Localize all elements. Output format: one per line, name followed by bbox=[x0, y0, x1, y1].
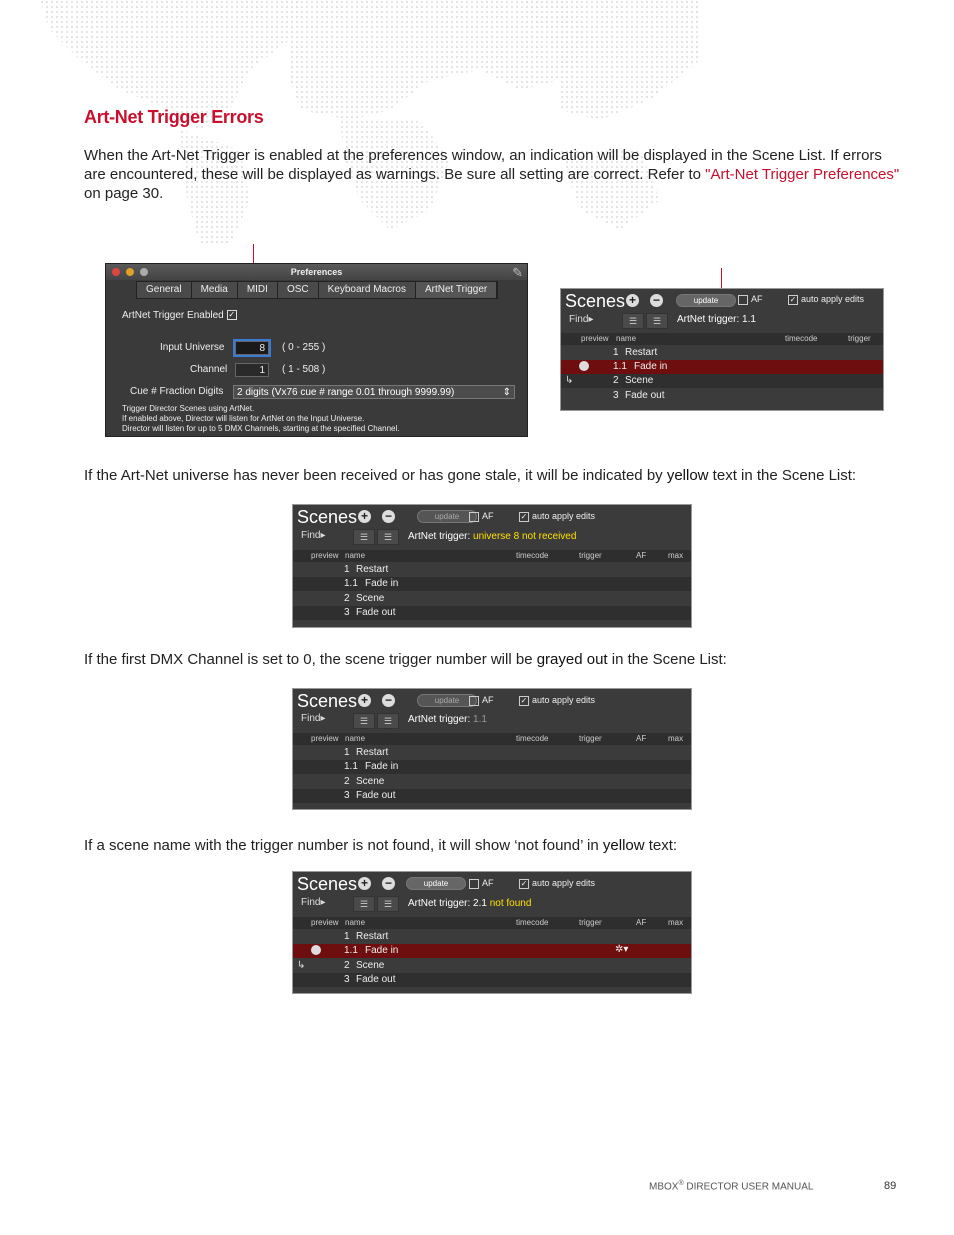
paragraph-not-found bbox=[84, 836, 904, 855]
filter-button-2[interactable]: ☰ bbox=[377, 713, 399, 729]
scene-number: 3 bbox=[344, 974, 350, 985]
col-max: max bbox=[668, 551, 684, 560]
auto-apply-check-icon: ✓ bbox=[520, 695, 528, 705]
col-preview: preview bbox=[311, 734, 339, 743]
scene-name: Scene bbox=[625, 375, 654, 386]
col-name: name bbox=[345, 734, 366, 743]
scene-number: 3 bbox=[344, 607, 350, 618]
scenes-title: Scenes bbox=[297, 874, 358, 894]
tab-osc[interactable]: OSC bbox=[278, 282, 319, 298]
cue-fraction-label: Cue # Fraction Digits bbox=[130, 386, 224, 397]
tab-artnet-trigger[interactable]: ArtNet Trigger bbox=[416, 282, 497, 298]
find-button[interactable]: Find▸ bbox=[301, 713, 326, 724]
section-heading: Art-Net Trigger Errors bbox=[84, 107, 264, 127]
para2-emphasis: yellow bbox=[666, 467, 709, 484]
scene-name: Restart bbox=[625, 347, 658, 358]
col-trigger: trigger bbox=[579, 918, 602, 927]
scene-row[interactable] bbox=[293, 930, 691, 944]
scene-name: Fade in bbox=[634, 361, 668, 372]
scene-number: 2 bbox=[344, 960, 350, 971]
scene-list-header bbox=[293, 917, 691, 929]
filter-button[interactable]: ☰ bbox=[353, 713, 375, 729]
update-button[interactable]: update bbox=[676, 294, 736, 307]
paragraph-stale-universe bbox=[84, 466, 904, 485]
intro-paragraph bbox=[84, 146, 904, 203]
scene-row[interactable] bbox=[293, 606, 691, 620]
universe-range: ( 0 - 255 ) bbox=[282, 342, 326, 353]
scene-number: 1 bbox=[613, 347, 619, 358]
scene-row[interactable] bbox=[561, 346, 883, 360]
scenes-panel-not-received bbox=[292, 504, 692, 628]
paragraph-grayed-out bbox=[84, 650, 904, 669]
find-button[interactable]: Find▸ bbox=[301, 897, 326, 908]
auto-apply-checkbox[interactable] bbox=[519, 511, 595, 522]
para3-text: If the first DMX Channel is set to 0, the scene trigger number will be bbox=[84, 651, 537, 668]
para2-tail: text in the Scene List: bbox=[708, 467, 857, 484]
col-trigger: trigger bbox=[848, 334, 871, 343]
go-icon[interactable] bbox=[311, 945, 321, 955]
scene-number: 2 bbox=[344, 776, 350, 787]
input-universe-field[interactable]: 8 bbox=[235, 341, 269, 355]
window-title: Preferences bbox=[290, 267, 343, 277]
scene-name: Fade in bbox=[365, 761, 399, 772]
artnet-enabled-row bbox=[122, 310, 237, 321]
auto-apply-check-icon: ✓ bbox=[520, 511, 528, 521]
scene-number: 3 bbox=[613, 390, 619, 401]
scene-number: 1 bbox=[344, 564, 350, 575]
page-number: 89 bbox=[884, 1180, 897, 1192]
input-universe-label: Input Universe bbox=[160, 342, 225, 353]
scene-number: 2 bbox=[344, 593, 350, 604]
scene-row[interactable] bbox=[561, 374, 883, 388]
add-scene-button[interactable]: + bbox=[358, 694, 371, 707]
scene-list-header bbox=[293, 550, 691, 562]
col-timecode: timecode bbox=[785, 334, 818, 343]
filter-button-2[interactable]: ☰ bbox=[377, 529, 399, 545]
scene-row-selected[interactable] bbox=[561, 360, 883, 374]
scene-row-selected[interactable] bbox=[293, 944, 691, 958]
scene-name: Fade out bbox=[625, 390, 665, 401]
scene-row[interactable] bbox=[293, 775, 691, 789]
scene-name: Fade out bbox=[356, 790, 396, 801]
scene-row[interactable] bbox=[293, 592, 691, 606]
col-trigger: trigger bbox=[579, 734, 602, 743]
col-name: name bbox=[345, 551, 366, 560]
auto-apply-check-icon: ✓ bbox=[520, 878, 528, 888]
remove-scene-button[interactable]: − bbox=[382, 510, 395, 523]
intro-text: When the Art-Net Trigger is enabled at the preferences window, an indication will be displayed in the Scene List. If errors are encountered, these will be displayed as warnings. Be sure all setting are correct. Refer to bbox=[84, 147, 882, 183]
col-name: name bbox=[616, 334, 637, 343]
scene-name: Scene bbox=[356, 593, 385, 604]
scene-number: 3 bbox=[344, 790, 350, 801]
update-button[interactable]: update bbox=[417, 510, 477, 523]
pin-icon[interactable]: ✎ bbox=[512, 265, 523, 280]
artnet-trigger-status bbox=[677, 314, 756, 325]
col-timecode: timecode bbox=[516, 734, 549, 743]
col-af: AF bbox=[636, 918, 647, 927]
add-scene-button[interactable]: + bbox=[626, 294, 639, 307]
add-scene-button[interactable]: + bbox=[358, 877, 371, 890]
filter-button[interactable]: ☰ bbox=[353, 529, 375, 545]
auto-apply-checkbox[interactable] bbox=[788, 294, 864, 305]
auto-apply-label: auto apply edits bbox=[532, 511, 596, 521]
scene-number: 1.1 bbox=[613, 361, 627, 372]
update-button[interactable]: update bbox=[417, 694, 477, 707]
scenes-panel-not-found bbox=[292, 871, 692, 994]
artnet-enabled-checkbox[interactable]: ✓ bbox=[228, 310, 236, 320]
tab-keyboard-macros[interactable]: Keyboard Macros bbox=[319, 282, 416, 298]
scenes-title: Scenes bbox=[297, 691, 358, 711]
af-checkbox[interactable] bbox=[738, 294, 763, 305]
col-timecode: timecode bbox=[516, 918, 549, 927]
trigger-label: ArtNet trigger: bbox=[408, 714, 471, 725]
auto-apply-checkbox[interactable] bbox=[519, 878, 595, 889]
auto-apply-check-icon: ✓ bbox=[789, 294, 797, 304]
footer-title-rest: DIRECTOR USER MANUAL bbox=[683, 1181, 814, 1193]
find-label: Find bbox=[569, 314, 589, 325]
trigger-warning-value: universe 8 not received bbox=[473, 531, 577, 542]
scene-row[interactable] bbox=[293, 563, 691, 577]
channel-label: Channel bbox=[190, 364, 228, 375]
af-checkbox-box bbox=[469, 696, 479, 706]
channel-field[interactable]: 1 bbox=[235, 363, 269, 377]
auto-apply-label: auto apply edits bbox=[532, 878, 596, 888]
scene-number: 1 bbox=[344, 747, 350, 758]
footer-registered-mark: ® bbox=[678, 1180, 684, 1187]
find-label: Find bbox=[301, 897, 321, 908]
artnet-trigger-status bbox=[408, 898, 531, 909]
af-checkbox[interactable] bbox=[469, 695, 494, 706]
trigger-grayed-value: 1.1 bbox=[473, 714, 487, 725]
para2-text: If the Art-Net universe has never been received or has gone stale, it will be indicated by bbox=[84, 467, 667, 484]
col-timecode: timecode bbox=[516, 551, 549, 560]
scene-number: 2 bbox=[613, 375, 619, 386]
trigger-label: ArtNet trigger: bbox=[408, 531, 471, 542]
scene-name: Scene bbox=[356, 960, 385, 971]
footer-brand: MBOX bbox=[649, 1181, 679, 1193]
scene-row[interactable] bbox=[293, 760, 691, 774]
col-af: AF bbox=[636, 734, 647, 743]
cue-fraction-value: 2 digits (Vx76 cue # range 0.01 through 9999.99) bbox=[237, 387, 455, 398]
col-name: name bbox=[345, 918, 366, 927]
auto-apply-label: auto apply edits bbox=[532, 695, 596, 705]
trigger-value: 1.1 bbox=[742, 314, 756, 325]
add-scene-button[interactable]: + bbox=[358, 510, 371, 523]
intro-tail: on page 30. bbox=[84, 185, 164, 202]
scenes-title: Scenes bbox=[565, 291, 626, 311]
artnet-trigger-status bbox=[408, 531, 576, 542]
footer-manual-title bbox=[649, 1180, 813, 1192]
af-label: AF bbox=[482, 695, 494, 705]
scene-name: Restart bbox=[356, 564, 389, 575]
artnet-enabled-label: ArtNet Trigger Enabled bbox=[122, 310, 224, 321]
filter-button[interactable]: ☰ bbox=[353, 896, 375, 912]
scene-row[interactable] bbox=[293, 959, 691, 973]
scene-list-header bbox=[561, 333, 883, 345]
af-label: AF bbox=[482, 511, 494, 521]
find-label: Find bbox=[301, 713, 321, 724]
scene-row[interactable] bbox=[293, 746, 691, 760]
scenes-title: Scenes bbox=[297, 507, 358, 527]
find-button[interactable]: Find▸ bbox=[569, 314, 594, 325]
af-checkbox-box bbox=[469, 512, 479, 522]
update-button[interactable]: update bbox=[406, 877, 466, 890]
para4-emphasis: yellow bbox=[602, 837, 645, 854]
scene-row[interactable] bbox=[293, 577, 691, 591]
af-checkbox[interactable] bbox=[469, 878, 494, 889]
go-icon[interactable] bbox=[579, 361, 589, 371]
help-note-line-2: If enabled above, Director will listen for ArtNet on the Input Universe. bbox=[122, 414, 365, 423]
preferences-window bbox=[105, 263, 528, 437]
window-titlebar bbox=[106, 264, 527, 280]
af-checkbox[interactable] bbox=[469, 511, 494, 522]
scene-name: Scene bbox=[356, 776, 385, 787]
remove-scene-button[interactable]: − bbox=[650, 294, 663, 307]
scene-name: Fade in bbox=[365, 945, 399, 956]
scene-list-header bbox=[293, 733, 691, 745]
help-note-line-3: Director will listen for up to 5 DMX Channels, starting at the specified Channel. bbox=[122, 424, 400, 433]
auto-apply-label: auto apply edits bbox=[801, 294, 865, 304]
scene-name: Restart bbox=[356, 931, 389, 942]
scene-number: 1 bbox=[344, 931, 350, 942]
preferences-tabs bbox=[136, 281, 498, 299]
tab-general[interactable]: General bbox=[137, 282, 192, 298]
col-preview: preview bbox=[311, 918, 339, 927]
next-arrow-icon: ↳ bbox=[297, 960, 306, 971]
trigger-label: ArtNet trigger: bbox=[408, 898, 471, 909]
scene-name: Restart bbox=[356, 747, 389, 758]
scene-name: Fade out bbox=[356, 607, 396, 618]
auto-apply-checkbox[interactable] bbox=[519, 695, 595, 706]
scene-number: 1.1 bbox=[344, 761, 358, 772]
af-label: AF bbox=[482, 878, 494, 888]
scene-row[interactable] bbox=[561, 389, 883, 403]
cue-fraction-select[interactable] bbox=[233, 385, 515, 399]
artnet-trigger-status bbox=[408, 714, 487, 725]
para3-tail: in the Scene List: bbox=[607, 651, 727, 668]
af-label: AF bbox=[751, 294, 763, 304]
col-max: max bbox=[668, 734, 684, 743]
filter-button-2[interactable]: ☰ bbox=[646, 313, 668, 329]
help-note-line-1: Trigger Director Scenes using ArtNet. bbox=[122, 404, 255, 413]
scene-number: 1.1 bbox=[344, 945, 358, 956]
channel-range: ( 1 - 508 ) bbox=[282, 364, 326, 375]
col-af: AF bbox=[636, 551, 647, 560]
col-preview: preview bbox=[311, 551, 339, 560]
remove-scene-button[interactable]: − bbox=[382, 694, 395, 707]
af-checkbox-box bbox=[469, 879, 479, 889]
col-trigger: trigger bbox=[579, 551, 602, 560]
af-checkbox-box bbox=[738, 295, 748, 305]
para3-emphasis: grayed out bbox=[536, 651, 608, 668]
select-stepper-icon: ⇕ bbox=[502, 387, 511, 398]
next-arrow-icon: ↳ bbox=[565, 375, 574, 386]
trigger-value: 2.1 bbox=[473, 898, 487, 909]
scene-name: Fade in bbox=[365, 578, 399, 589]
scene-name: Fade out bbox=[356, 974, 396, 985]
artnet-help-note bbox=[122, 404, 399, 434]
preferences-link[interactable]: "Art-Net Trigger Preferences" bbox=[705, 166, 900, 183]
trigger-label: ArtNet trigger: bbox=[677, 314, 740, 325]
tab-midi[interactable]: MIDI bbox=[238, 282, 278, 298]
para4-tail: text: bbox=[644, 837, 678, 854]
find-button[interactable]: Find▸ bbox=[301, 530, 326, 541]
col-preview: preview bbox=[581, 334, 609, 343]
filter-button-2[interactable]: ☰ bbox=[377, 896, 399, 912]
scene-number: 1.1 bbox=[344, 578, 358, 589]
filter-button[interactable]: ☰ bbox=[622, 313, 644, 329]
tab-media[interactable]: Media bbox=[192, 282, 238, 298]
scene-row[interactable] bbox=[293, 789, 691, 803]
scenes-panel-grayed bbox=[292, 688, 692, 810]
trigger-not-found: not found bbox=[489, 898, 532, 909]
scenes-panel-enabled bbox=[560, 288, 884, 411]
gear-icon[interactable]: ✲▾ bbox=[615, 944, 629, 955]
col-max: max bbox=[668, 918, 684, 927]
find-label: Find bbox=[301, 530, 321, 541]
scene-row[interactable] bbox=[293, 973, 691, 987]
para4-text: If a scene name with the trigger number is not found, it will show ‘not found’ in bbox=[84, 837, 603, 854]
remove-scene-button[interactable]: − bbox=[382, 877, 395, 890]
